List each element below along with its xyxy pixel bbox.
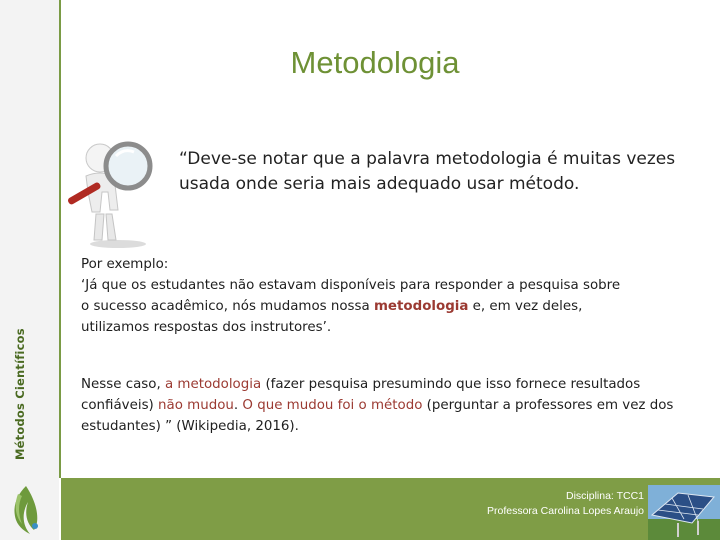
person-with-magnifying-glass-icon bbox=[66, 132, 170, 250]
explanation-part-3: (fazer pesquisa presumindo que isso fornece resultados confiáveis) bbox=[81, 377, 641, 413]
explanation-paragraph bbox=[81, 374, 711, 437]
explanation-part-5: . bbox=[233, 398, 243, 413]
example-line-3: utilizamos respostas dos instrutores’. bbox=[81, 320, 332, 335]
footer-professor: Professora Carolina Lopes Araujo bbox=[486, 505, 644, 517]
footer-credits bbox=[487, 489, 644, 519]
slide-title: Metodologia bbox=[290, 45, 460, 80]
example-line-2a: o sucesso acadêmico, nós mudamos nossa bbox=[81, 299, 374, 314]
highlight-nao-mudou: não mudou bbox=[158, 398, 234, 413]
explanation-part-1: Nesse caso, bbox=[81, 377, 165, 392]
footer-course: Disciplina: TCC1 bbox=[566, 490, 644, 502]
sidebar-divider bbox=[59, 0, 61, 478]
sidebar-caption: Métodos Científicos bbox=[13, 328, 27, 460]
highlight-metodologia: metodologia bbox=[373, 299, 469, 314]
quote-text: “Deve-se notar que a palavra metodologia é muitas vezes usada onde seria mais adequado usar método. bbox=[179, 149, 676, 194]
example-intro: Por exemplo: bbox=[81, 257, 169, 272]
highlight-a-metodologia: a metodologia bbox=[164, 377, 262, 392]
example-paragraph bbox=[81, 254, 711, 338]
example-line-2c: e, em vez deles, bbox=[468, 299, 583, 314]
highlight-o-que-mudou: O que mudou foi o método bbox=[242, 398, 423, 413]
leaf-drop-logo-icon bbox=[6, 484, 46, 536]
example-line-1: ‘Já que os estudantes não estavam disponíveis para responder a pesquisa sobre bbox=[81, 278, 621, 293]
solar-panels-icon bbox=[648, 485, 720, 540]
sidebar-panel bbox=[0, 0, 59, 540]
explanation-part-7: (perguntar a professores em vez dos estudantes) ” (Wikipedia, 2016). bbox=[81, 398, 674, 434]
